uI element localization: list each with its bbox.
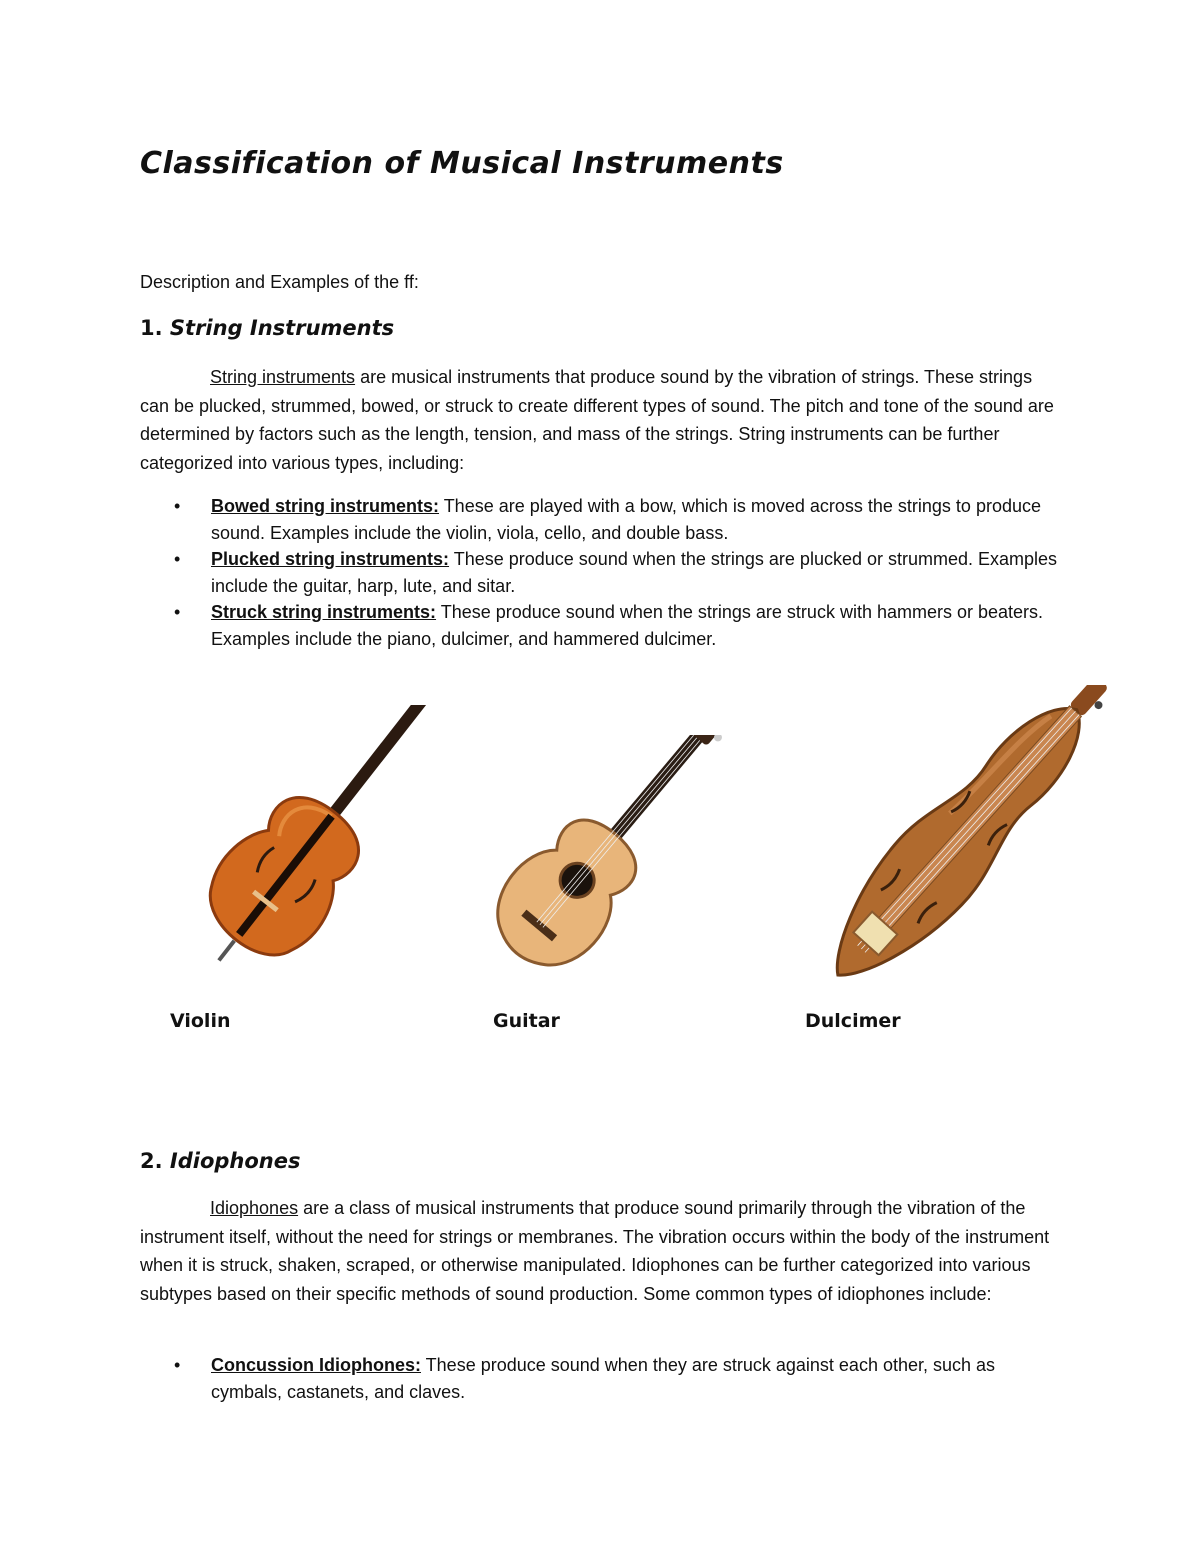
section-heading-idiophones	[140, 1149, 300, 1173]
caption-violin: Violin	[170, 1010, 231, 1032]
paragraph-text: are musical instruments that produce sound by the vibration of strings. These strings can be plucked, strummed, bowed, or struck to create different types of sound. The pitch and tone of the sound are determined by factors such as the length, tension, and mass of the strings. String instruments can be further categorized into various types, including:	[140, 367, 1054, 473]
section-title: Idiophones	[169, 1149, 301, 1173]
term-string-instruments: String instruments	[210, 367, 356, 387]
section-number: 2.	[140, 1149, 163, 1173]
list-item-term: Plucked string instruments:	[211, 549, 450, 569]
list-item-text: These are played with a bow, which is moved across the strings to produce sound. Examples include the violin, viola, cello, and double bass.	[211, 496, 1041, 543]
intro-text: Description and Examples of the ff:	[140, 272, 419, 292]
list-item: • Concussion Idiophones: These produce sound when they are struck against each other, such as cymbals, castanets, and claves.	[174, 1355, 996, 1402]
list-item: • Plucked string instruments: These produce sound when the strings are plucked or strummed. Examples include the guitar, harp, lute, and sitar.	[174, 549, 1058, 596]
list-item-term: Struck string instruments:	[211, 602, 437, 622]
list-item-term: Bowed string instruments:	[211, 496, 440, 516]
list-item: • Struck string instruments: These produce sound when the strings are struck with hammers or beaters. Examples include the piano, dulcimer, and hammered dulcimer.	[174, 602, 1044, 649]
section-paragraph-string	[140, 363, 1060, 477]
section-heading-string-instruments	[140, 316, 394, 340]
caption-dulcimer: Dulcimer	[805, 1010, 901, 1032]
idiophone-types-list	[140, 1352, 1060, 1405]
guitar-image	[450, 735, 740, 985]
list-item-term: Concussion Idiophones:	[211, 1355, 421, 1375]
violin-image	[150, 705, 460, 985]
section-paragraph-idiophones	[140, 1194, 1060, 1308]
paragraph-text: are a class of musical instruments that produce sound primarily through the vibration of the instrument itself, without the need for strings or membranes. The vibration occurs within the body of the instrument when it is struck, shaken, scraped, or otherwise manipulated. Idiophones can be further categorized into various subtypes based on their specific methods of sound production. Some common types of idiophones include:	[140, 1198, 1050, 1304]
list-item-text: These produce sound when they are struck against each other, such as cymbals, castanets, and claves.	[211, 1355, 996, 1402]
caption-guitar: Guitar	[493, 1010, 560, 1032]
term-idiophones: Idiophones	[210, 1198, 299, 1218]
list-item-text: These produce sound when the strings are struck with hammers or beaters. Examples include the piano, dulcimer, and hammered dulcimer.	[211, 602, 1044, 649]
section-title: String Instruments	[169, 316, 395, 340]
string-types-list	[140, 493, 1060, 652]
list-item-text: These produce sound when the strings are plucked or strummed. Examples include the guitar, harp, lute, and sitar.	[211, 549, 1058, 596]
section-number: 1.	[140, 316, 163, 340]
dulcimer-image	[790, 685, 1120, 1000]
list-item: • Bowed string instruments: These are played with a bow, which is moved across the strings to produce sound. Examples include the violin, viola, cello, and double bass.	[174, 496, 1041, 543]
document-title: Classification of Musical Instruments	[140, 146, 784, 181]
